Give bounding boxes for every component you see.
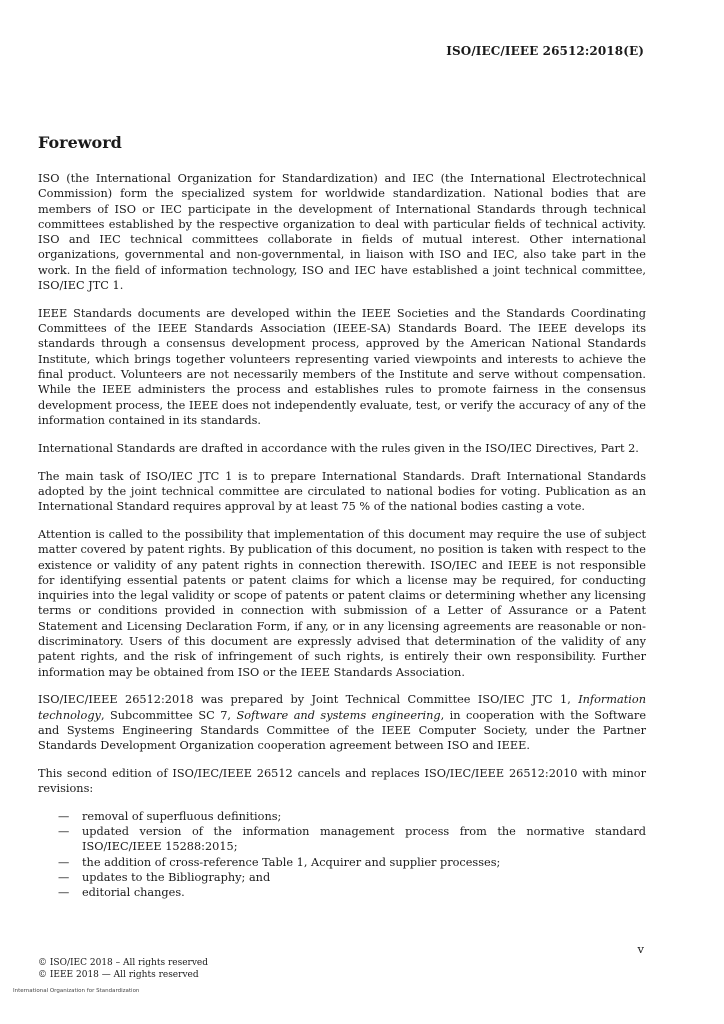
page-title: Foreword <box>38 133 122 152</box>
footer-organization: International Organization for Standardization <box>13 988 140 994</box>
paragraph-drafting: International Standards are drafted in accordance with the rules given in the ISO/IEC Directives, Part 2. <box>38 441 639 455</box>
list-item: — the addition of cross-reference Table 1, Acquirer and supplier processes; <box>58 855 501 869</box>
list-item: — removal of superfluous definitions; <box>58 809 282 823</box>
list-item: — updated version of the information management process from the normative standard ISO/IEC/IEEE 15288:2015; <box>58 824 646 854</box>
list-item: — editorial changes. <box>58 886 185 900</box>
paragraph-jtc1-task: The main task of ISO/IEC JTC 1 is to prepare International Standards. Draft International Standards adopted by the joint technical committee are circulated to national bodies for voting. Publication as an International Standard requires approval by at least 75 % of the national bodies casting a vote. <box>38 469 646 514</box>
paragraph-edition: This second edition of ISO/IEC/IEEE 26512 cancels and replaces ISO/IEC/IEEE 26512:2010 with minor revisions: <box>38 767 646 796</box>
list-item: — updates to the Bibliography; and <box>58 870 271 884</box>
paragraph-iso-iec: ISO (the International Organization for Standardization) and IEC (the International Electrotechnical Commission) form the specialized system for worldwide standardization. National bodies that are members of ISO or IEC participate in the development of International Standards through technical committees established by the respective organization to deal with particular fields of technical activity. ISO and IEC technical committees collaborate in fields of mutual interest. Other international organizations, governmental and non-governmental, in liaison with ISO and IEC, also take part in the work. In the field of information technology, ISO and IEC have established a joint technical committee, ISO/IEC JTC 1. <box>38 172 646 293</box>
page-number: v <box>637 942 644 956</box>
foreword-body <box>38 171 646 900</box>
document-id-header: ISO/IEC/IEEE 26512:2018(E) <box>446 44 644 58</box>
paragraph-patent-rights: Attention is called to the possibility that implementation of this document may require the use of subject matter covered by patent rights. By publication of this document, no position is taken with respect to the existence or validity of any patent rights in connection therewith. ISO/IEC and IEEE is not responsible for identifying essential patents or patent claims for which a license may be required, for conducting inquiries into the legal validity or scope of patents or patent claims or determining whether any licensing terms or conditions provided in connection with submission of a Letter of Assurance or a Patent Statement and Licensing Declaration Form, if any, or in any licensing agreements are reasonable or non-discriminatory. Users of this document are expressly advised that determination of the validity of any patent rights, and the risk of infringement of such rights, is entirely their own responsibility. Further information may be obtained from ISO or the IEEE Standards Association. <box>38 527 646 679</box>
copyright-iso-iec: © ISO/IEC 2018 – All rights reserved <box>38 958 208 968</box>
copyright-notice <box>38 958 208 981</box>
paragraph-prepared-by: ISO/IEC/IEEE 26512:2018 was prepared by Joint Technical Committee ISO/IEC JTC 1, Information technology, Subcommittee SC 7, Software and systems engineering, in cooperation with the Software and Systems Engineering Standards Committee of the IEEE Computer Society, under the Partner Standards Development Organization cooperation agreement between ISO and IEEE. <box>38 693 647 753</box>
paragraph-ieee: IEEE Standards documents are developed within the IEEE Societies and the Standards Coordinating Committees of the IEEE Standards Association (IEEE-SA) Standards Board. The IEEE develops its standards through a consensus development process, approved by the American National Standards Institute, which brings together volunteers representing varied viewpoints and interests to achieve the final product. Volunteers are not necessarily members of the Institute and serve without compensation. While the IEEE administers the process and establishes rules to promote fairness in the consensus development process, the IEEE does not independently evaluate, test, or verify the accuracy of any of the information contained in its standards. <box>38 306 646 427</box>
revisions-list <box>38 809 646 901</box>
copyright-ieee: © IEEE 2018 — All rights reserved <box>38 969 199 980</box>
